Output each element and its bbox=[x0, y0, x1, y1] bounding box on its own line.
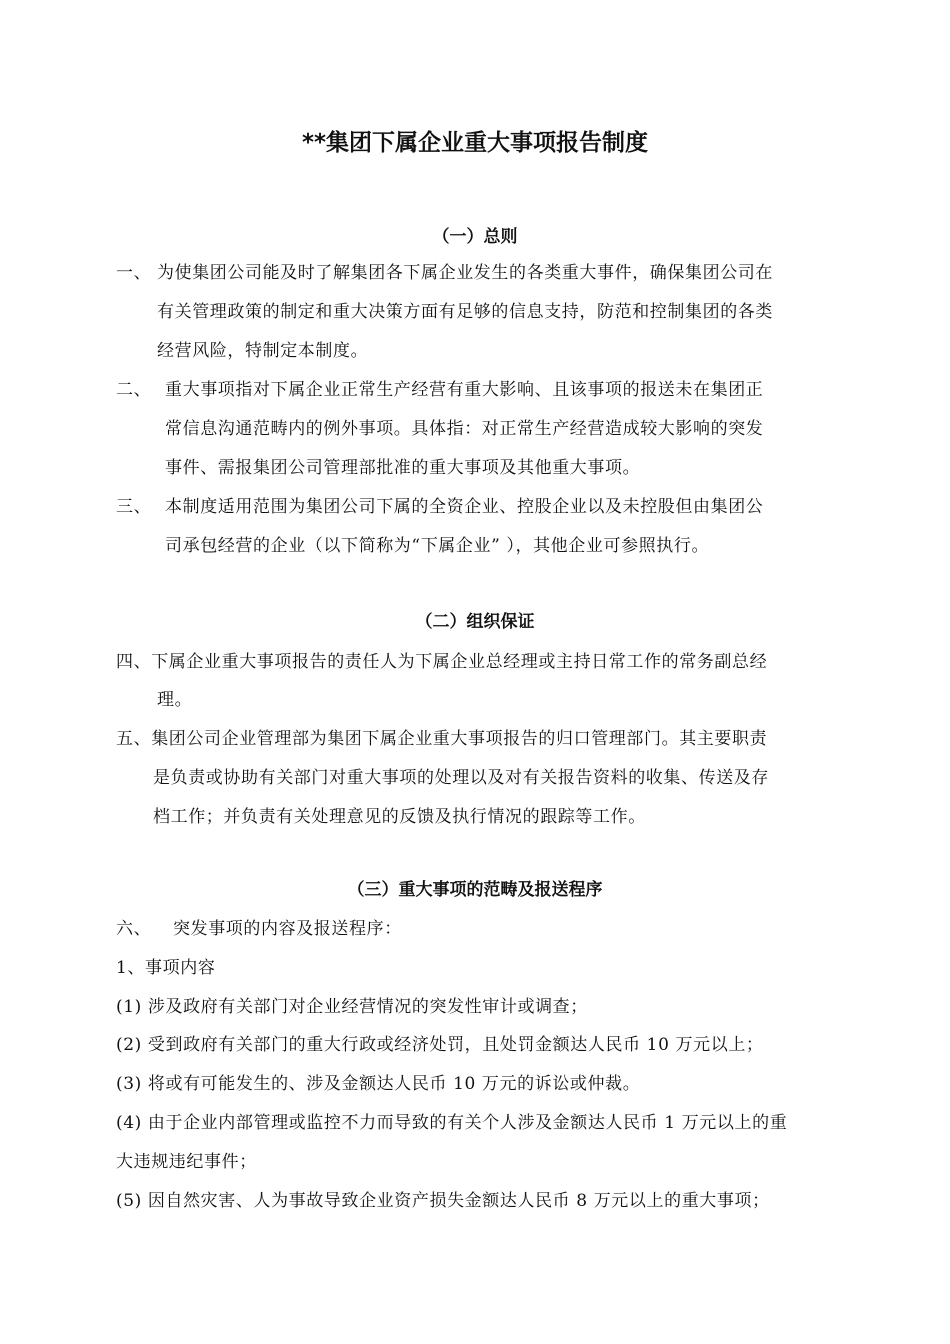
list-item: (5) 因自然灾害、人为事故导致企业资产损失金额达人民币 8 万元以上的重大事项； bbox=[116, 1191, 770, 1211]
article-4-line: 理。 bbox=[157, 690, 193, 710]
article-1-line: 有关管理政策的制定和重大决策方面有足够的信息支持，防范和控制集团的各类 bbox=[157, 302, 773, 322]
list-item: (2) 受到政府有关部门的重大行政或经济处罚，且处罚金额达人民币 10 万元以上； bbox=[116, 1035, 764, 1055]
article-1-line: 为使集团公司能及时了解集团各下属企业发生的各类重大事件，确保集团公司在 bbox=[157, 263, 773, 283]
article-5-line: 档工作；并负责有关处理意见的反馈及执行情况的跟踪等工作。 bbox=[153, 807, 646, 827]
subsection-heading: 1、事项内容 bbox=[116, 958, 216, 978]
section-heading-scope-procedure: （三）重大事项的范畴及报送程序 bbox=[347, 880, 603, 900]
article-2-line: 常信息沟通范畴内的例外事项。具体指：对正常生产经营造成较大影响的突发 bbox=[165, 419, 764, 439]
article-3-number: 三、 bbox=[116, 497, 152, 517]
list-item: 大违规违纪事件； bbox=[116, 1152, 257, 1172]
article-6-text: 突发事项的内容及报送程序： bbox=[173, 919, 402, 939]
list-item: (3) 将或有可能发生的、涉及金额达人民币 10 万元的诉讼或仲裁。 bbox=[116, 1074, 641, 1094]
document-title: **集团下属企业重大事项报告制度 bbox=[301, 130, 649, 156]
article-1-number: 一、 bbox=[116, 263, 152, 283]
article-2-line: 重大事项指对下属企业正常生产经营有重大影响、且该事项的报送未在集团正 bbox=[165, 380, 764, 400]
list-item: (1) 涉及政府有关部门对企业经营情况的突发性审计或调查； bbox=[116, 997, 588, 1017]
list-item: (4) 由于企业内部管理或监控不力而导致的有关个人涉及金额达人民币 1 万元以上的重 bbox=[116, 1113, 788, 1133]
section-heading-general: （一）总则 bbox=[432, 227, 518, 247]
article-5-line: 五、集团公司企业管理部为集团下属企业重大事项报告的归口管理部门。其主要职责 bbox=[116, 729, 768, 749]
article-1-line: 经营风险，特制定本制度。 bbox=[157, 341, 369, 361]
article-3-line: 司承包经营的企业（以下简称为“下属企业” ），其他企业可参照执行。 bbox=[165, 536, 710, 556]
article-2-line: 事件、需报集团公司管理部批准的重大事项及其他重大事项。 bbox=[165, 458, 641, 478]
article-5-line: 是负责或协助有关部门对重大事项的处理以及对有关报告资料的收集、传送及存 bbox=[153, 768, 769, 788]
article-2-number: 二、 bbox=[116, 380, 152, 400]
article-3-line: 本制度适用范围为集团公司下属的全资企业、控股企业以及未控股但由集团公 bbox=[165, 497, 764, 517]
article-4-line: 四、下属企业重大事项报告的责任人为下属企业总经理或主持日常工作的常务副总经 bbox=[116, 652, 768, 672]
article-6-number: 六、 bbox=[116, 919, 152, 939]
section-heading-organization: （二）组织保证 bbox=[415, 612, 535, 632]
